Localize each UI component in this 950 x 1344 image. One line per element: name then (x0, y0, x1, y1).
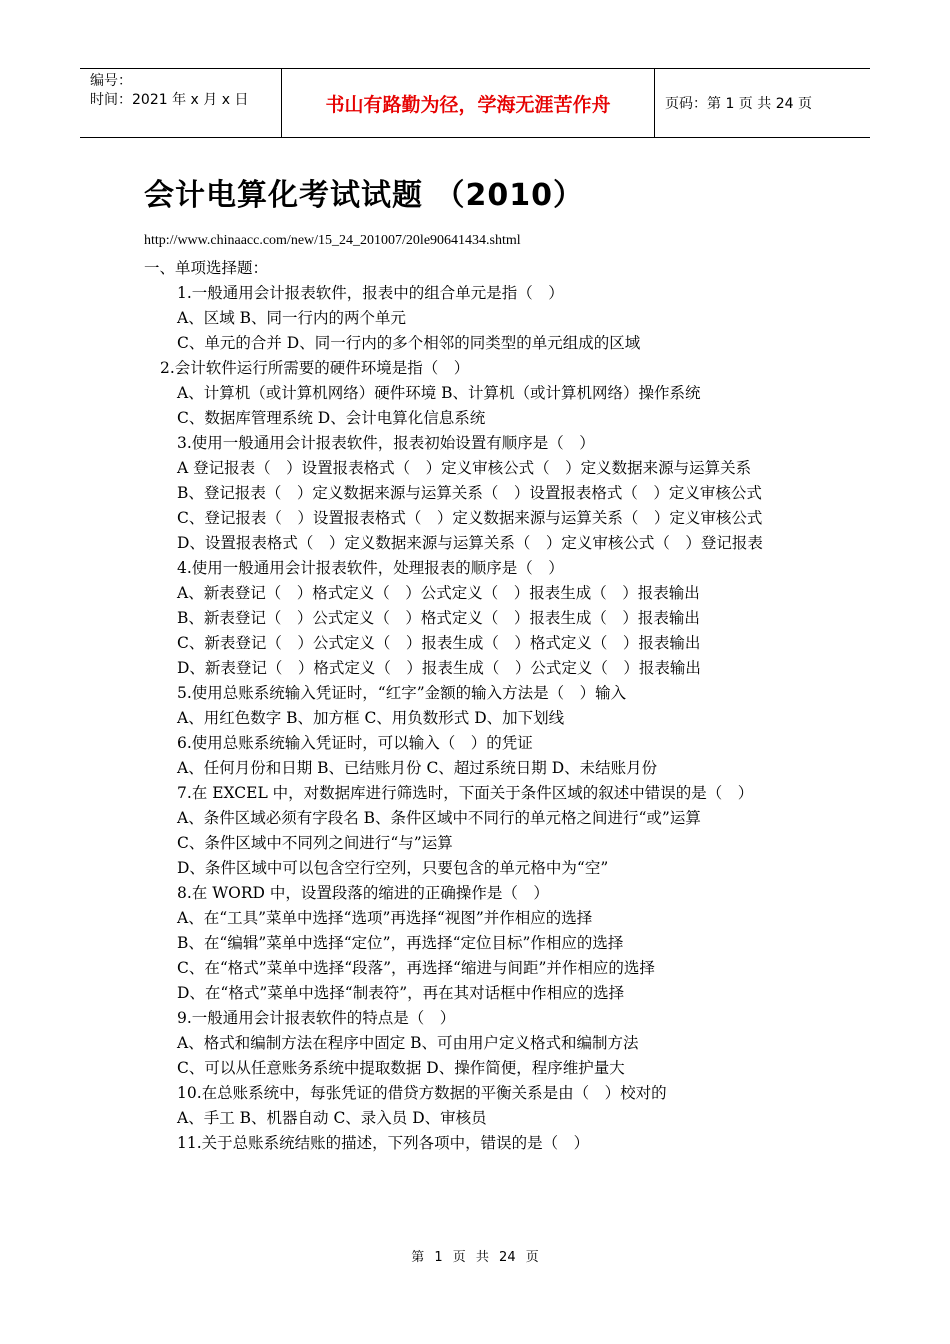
text-line: C、可以从任意账务系统中提取数据 D、操作简便，程序维护量大 (177, 1059, 625, 1077)
text-line: C、新表登记（ ）公式定义（ ）报表生成（ ）格式定义（ ）报表输出 (177, 634, 701, 652)
text-line: B、新表登记（ ）公式定义（ ）格式定义（ ）报表生成（ ）报表输出 (177, 609, 700, 627)
text-line: D、新表登记（ ）格式定义（ ）报表生成（ ）公式定义（ ）报表输出 (177, 659, 701, 677)
text-line: 9.一般通用会计报表软件的特点是（ ） (177, 1009, 456, 1027)
question-list (144, 256, 809, 1156)
text-line: 4.使用一般通用会计报表软件，处理报表的顺序是（ ） (177, 559, 564, 577)
text-line: 10.在总账系统中，每张凭证的借贷方数据的平衡关系是由（ ）校对的 (177, 1084, 667, 1102)
text-line: A、区域 B、同一行内的两个单元 (177, 309, 407, 327)
text-line: C、登记报表（ ）设置报表格式（ ）定义数据来源与运算关系（ ）定义审核公式 (177, 509, 763, 527)
text-line: B、在“编辑”菜单中选择“定位”，再选择“定位目标”作相应的选择 (177, 934, 624, 952)
source-url: http://www.chinaacc.com/new/15_24_201007/20le90641434.shtml (144, 233, 521, 248)
text-line: A、计算机（或计算机网络）硬件环境 B、计算机（或计算机网络）操作系统 (177, 384, 701, 402)
page-title: 会计电算化考试试题 （2010） (144, 178, 584, 213)
number-label: 编号： (90, 73, 132, 89)
text-line: A、用红色数字 B、加方框 C、用负数形式 D、加下划线 (177, 709, 565, 727)
text-line: B、登记报表（ ）定义数据来源与运算关系（ ）设置报表格式（ ）定义审核公式 (177, 484, 762, 502)
text-line: A、新表登记（ ）格式定义（ ）公式定义（ ）报表生成（ ）报表输出 (177, 584, 700, 602)
text-line: 11.关于总账系统结账的描述，下列各项中，错误的是（ ） (177, 1134, 590, 1152)
text-line: D、条件区域中可以包含空行空列，只要包含的单元格中为“空” (177, 859, 609, 877)
header-table (80, 68, 870, 138)
text-line: 3.使用一般通用会计报表软件，报表初始设置有顺序是（ ） (177, 434, 595, 452)
page-info: 页码：第 1 页 共 24 页 (665, 96, 812, 112)
text-line: 6.使用总账系统输入凭证时，可以输入（ ）的凭证 (177, 734, 533, 752)
text-line: 8.在 WORD 中，设置段落的缩进的正确操作是（ ） (177, 884, 549, 902)
text-line: C、条件区域中不同列之间进行“与”运算 (177, 834, 453, 852)
text-line: A、在“工具”菜单中选择“选项”再选择“视图”并作相应的选择 (177, 909, 593, 927)
text-line: D、设置报表格式（ ）定义数据来源与运算关系（ ）定义审核公式（ ）登记报表 (177, 534, 763, 552)
text-line: 2.会计软件运行所需要的硬件环境是指（ ） (160, 359, 470, 377)
text-line: C、单元的合并 D、同一行内的多个相邻的同类型的单元组成的区域 (177, 334, 641, 352)
text-line: 1.一般通用会计报表软件，报表中的组合单元是指（ ） (177, 284, 564, 302)
page-footer: 第 1 页 共 24 页 (411, 1250, 539, 1265)
text-line: A、手工 B、机器自动 C、录入员 D、审核员 (177, 1109, 487, 1127)
text-line: A、条件区域必须有字段名 B、条件区域中不同行的单元格之间进行“或”运算 (177, 809, 701, 827)
text-line: 一、单项选择题： (144, 259, 269, 277)
text-line: 7.在 EXCEL 中，对数据库进行筛选时，下面关于条件区域的叙述中错误的是（ ） (177, 784, 754, 802)
text-line: 5.使用总账系统输入凭证时，“红字”金额的输入方法是（ ）输入 (177, 684, 627, 702)
text-line: C、在“格式”菜单中选择“段落”，再选择“缩进与间距”并作相应的选择 (177, 959, 655, 977)
text-line: A、任何月份和日期 B、已结账月份 C、超过系统日期 D、未结账月份 (177, 759, 658, 777)
motto: 书山有路勤为径，学海无涯苦作舟 (282, 69, 655, 137)
text-line: A 登记报表（ ）设置报表格式（ ）定义审核公式（ ）定义数据来源与运算关系 (177, 459, 752, 477)
text-line: C、数据库管理系统 D、会计电算化信息系统 (177, 409, 486, 427)
time-label: 时间：2021 年 x 月 x 日 (90, 92, 249, 108)
header-left-cell (80, 69, 282, 137)
text-line: A、格式和编制方法在程序中固定 B、可由用户定义格式和编制方法 (177, 1034, 639, 1052)
text-line: D、在“格式”菜单中选择“制表符”，再在其对话框中作相应的选择 (177, 984, 625, 1002)
